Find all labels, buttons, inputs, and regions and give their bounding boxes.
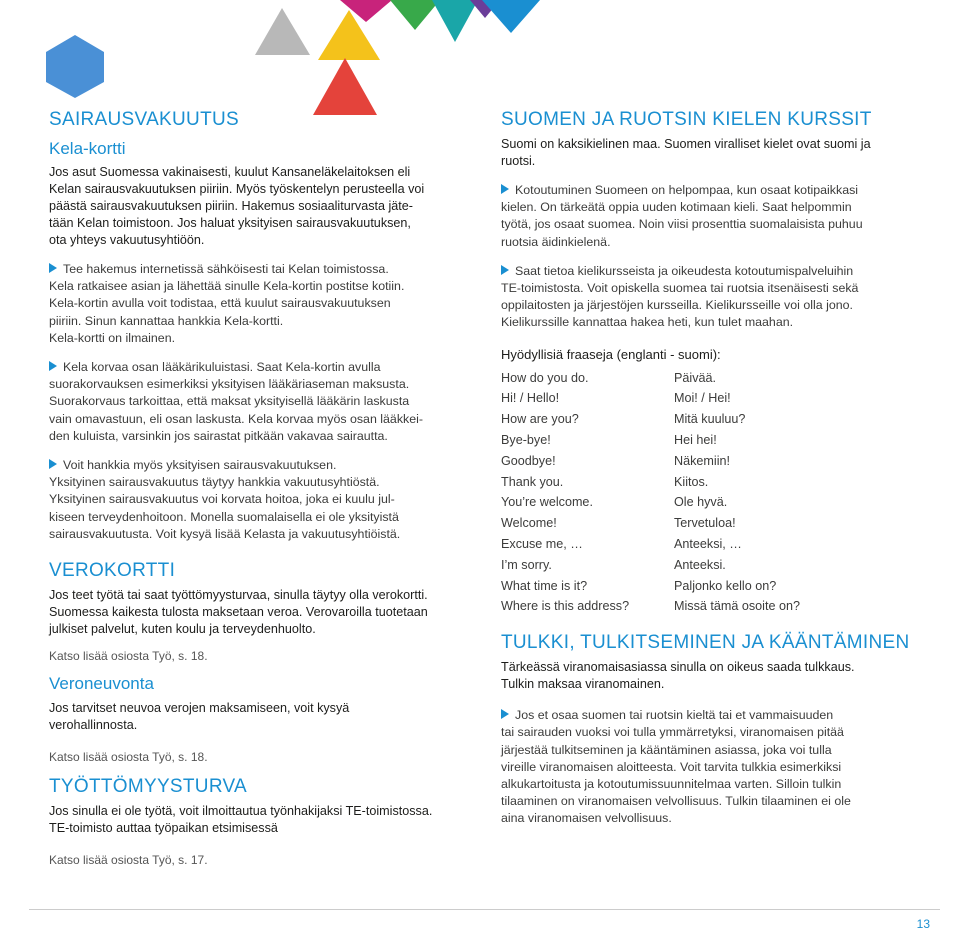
phrase-english: How are you?: [501, 412, 579, 427]
tulkki-bullet: [501, 707, 921, 827]
text-line: Suomi on kaksikielinen maa. Suomen viralliset kielet ovat suomi ja: [501, 137, 871, 151]
bullet-triangle-icon: [501, 184, 509, 194]
phrase-finnish: Anteeksi, …: [674, 537, 742, 551]
phrase-english: Excuse me, …: [501, 537, 583, 551]
verokortti-reference: Katso lisää osiosta Työ, s. 18.: [49, 649, 208, 664]
kielikurssit-heading: SUOMEN JA RUOTSIN KIELEN KURSSIT: [501, 109, 872, 130]
tyottomyysturva-reference: Katso lisää osiosta Työ, s. 17.: [49, 853, 208, 868]
phrase-english: How do you do.: [501, 370, 589, 385]
text-line: Jos teet työtä tai saat työttömyysturvaa, sinulla täytyy olla verokortti.: [49, 588, 428, 603]
red-triangle-shape: [313, 58, 377, 115]
phrase-finnish: Tervetuloa!: [674, 516, 736, 531]
kela-bullet-1: [49, 261, 469, 347]
text-line: julkiset palvelut, kuten koulu ja terveydenhuolto.: [49, 622, 316, 637]
verokortti-heading: VEROKORTTI: [49, 560, 176, 582]
phrase-english: Thank you.: [501, 474, 564, 489]
bullet-triangle-icon: [501, 265, 509, 275]
footer-divider: [29, 909, 940, 910]
text-line: Suorakorvaus tarkoittaa, että maksat yksityisellä lääkärin laskusta: [49, 394, 410, 409]
phrase-finnish: Mitä kuuluu?: [674, 412, 746, 427]
text-line: suorakorvauksen esimerkiksi yksityisen lääkäriaseman maksusta.: [49, 377, 410, 392]
phrase-english: What time is it?: [501, 578, 588, 593]
phrase-finnish: Hei hei!: [674, 433, 717, 448]
text-line: Kela-kortin avulla voit todistaa, että kuulut sairausvakuutuksen: [49, 296, 391, 311]
kela-kortti-subheading: Kela-kortti: [49, 139, 126, 158]
phrase-row: [501, 534, 921, 555]
text-line: vireille viranomaisen aloitteesta. Voit tarvita tulkkia esimerkiksi: [501, 759, 842, 774]
text-line: järjestää tulkitseminen ja kääntäminen asiassa, joka voi tulla: [501, 742, 832, 757]
text-line: ruotsia äidinkielenä.: [501, 234, 611, 249]
bullet-triangle-icon: [49, 459, 57, 469]
text-line: ota yhteys vakuutusyhtiöön.: [49, 233, 205, 247]
phrase-finnish: Moi! / Hei!: [674, 391, 731, 406]
blue-hexagon-shape: [46, 35, 104, 98]
left-column: [49, 108, 469, 868]
phrases-list: [501, 368, 921, 618]
text-line: oppilaitosten ja järjestöjen kursseilla. Kielikursseille voi olla jono.: [501, 298, 853, 313]
text-line: Tee hakemus internetissä sähköisesti tai Kelan toimistossa.: [63, 262, 389, 276]
text-line: kielen. On tärkeätä oppia uuden kotimaan kieli. Saat helpommin: [501, 200, 852, 215]
text-line: alkukartoitusta ja kotoutumissuunnitelmaa varten. Silloin tulkin: [501, 777, 842, 791]
kielikurssit-intro: [501, 136, 921, 170]
phrase-row: [501, 513, 921, 534]
text-line: Tulkin maksaa viranomainen.: [501, 677, 665, 692]
text-line: Kotoutuminen Suomeen on helpompaa, kun osaat kotipaikkasi: [515, 183, 859, 197]
kielikurssit-bullet-2: [501, 263, 921, 332]
phrase-row: [501, 472, 921, 493]
text-line: Kielikurssille kannattaa hakea heti, kun tulet maahan.: [501, 315, 794, 330]
phrase-finnish: Päivää.: [674, 370, 717, 385]
right-column: [501, 108, 921, 828]
phrase-finnish: Näkemiin!: [674, 453, 730, 468]
veroneuvonta-subheading: Veroneuvonta: [49, 674, 154, 694]
text-line: Jos sinulla ei ole työtä, voit ilmoittautua työnhakijaksi TE-toimistossa.: [49, 804, 433, 819]
text-line: Jos et osaa suomen tai ruotsin kieltä tai et vammaisuuden: [515, 708, 834, 723]
text-line: piiriin. Sinun kannattaa hankkia Kela-kortti.: [49, 313, 284, 328]
teal-triangle-shape: [432, 0, 478, 42]
text-line: kiseen terveydenhoitoon. Monella suomalaisella ei ole yksityistä: [49, 509, 399, 524]
text-line: Kela ratkaisee asian ja lähettää sinulle Kela-kortin postitse kotiin.: [49, 279, 405, 294]
text-line: Jos asut Suomessa vakinaisesti, kuulut Kansaneläkelaitoksen eli: [49, 165, 411, 179]
verokortti-paragraph: [49, 587, 469, 638]
phrase-row: [501, 388, 921, 409]
phrases-heading: Hyödyllisiä fraaseja (englanti - suomi):: [501, 346, 721, 362]
tulkki-intro: [501, 659, 921, 693]
phrase-finnish: Anteeksi.: [674, 557, 726, 572]
kielikurssit-bullet-1: [501, 182, 921, 251]
green-triangle-shape: [390, 0, 440, 30]
phrase-row: [501, 430, 921, 451]
text-line: päästä sairausvakuutuksen piiriin. Hakemus sosiaaliturvasta jäte-: [49, 199, 413, 213]
text-line: vain omavastuun, eli osan laskusta. Kela korvaa myös osan lääkkei-: [49, 411, 423, 426]
text-line: Yksityinen sairausvakuutus täytyy hankkia vakuutusyhtiöstä.: [49, 475, 380, 490]
phrase-finnish: Kiitos.: [674, 474, 709, 489]
text-line: TE-toimisto auttaa työpaikan etsimisessä: [49, 821, 278, 836]
text-line: sairausvakuutusta. Voit kysyä lisää Kelasta ja vakuutusyhtiöistä.: [49, 526, 401, 541]
text-line: tai sairauden vuoksi voi tulla ymmärretyksi, viranomaisen pitää: [501, 725, 844, 740]
veroneuvonta-reference: Katso lisää osiosta Työ, s. 18.: [49, 750, 208, 765]
phrase-row: [501, 555, 921, 576]
text-line: Saat tietoa kielikursseista ja oikeudesta kotoutumispalveluihin: [515, 263, 854, 278]
phrase-row: [501, 451, 921, 472]
phrase-finnish: Paljonko kello on?: [674, 578, 777, 593]
bullet-triangle-icon: [501, 709, 509, 719]
text-line: Suomessa kaikesta tulosta maksetaan veroa. Verovaroilla tuotetaan: [49, 605, 428, 620]
text-line: Kela-kortti on ilmainen.: [49, 330, 176, 345]
phrase-row: [501, 492, 921, 513]
kela-bullet-3: [49, 457, 469, 543]
text-line: Kelan sairausvakuutuksen piiriin. Myös työskentelyn perusteella voi: [49, 182, 425, 196]
phrase-row: [501, 576, 921, 597]
text-line: verohallinnosta.: [49, 718, 138, 733]
text-line: Jos tarvitset neuvoa verojen maksamiseen, voit kysyä: [49, 701, 350, 716]
phrase-english: Welcome!: [501, 516, 557, 531]
phrase-english: You’re welcome.: [501, 495, 593, 510]
text-line: työtä, jos osaat suomea. Noin viisi prosenttia suomalaisista puhuu: [501, 217, 863, 232]
text-line: aina viranomaisen velvollisuus.: [501, 811, 672, 826]
text-line: Yksityinen sairausvakuutus voi korvata hoitoa, joka ei kuulu jul-: [49, 492, 395, 507]
text-line: Voit hankkia myös yksityisen sairausvakuutuksen.: [63, 458, 337, 473]
phrase-row: [501, 596, 921, 617]
text-line: ruotsi.: [501, 154, 536, 168]
text-line: Kela korvaa osan lääkärikuluistasi. Saat Kela-kortin avulla: [63, 360, 381, 375]
tulkki-heading: TULKKI, TULKITSEMINEN JA KÄÄNTÄMINEN: [501, 632, 910, 654]
phrase-english: Bye-bye!: [501, 433, 551, 448]
phrase-finnish: Ole hyvä.: [674, 495, 728, 510]
text-line: Tärkeässä viranomaisasiassa sinulla on oikeus saada tulkkaus.: [501, 660, 855, 675]
tyottomyysturva-heading: TYÖTTÖMYYSTURVA: [49, 776, 248, 798]
bullet-triangle-icon: [49, 263, 57, 273]
decorative-header-shapes: [0, 0, 960, 120]
phrase-english: Goodbye!: [501, 453, 556, 468]
tyottomyysturva-paragraph: [49, 803, 469, 837]
page-number: 13: [916, 917, 930, 931]
text-line: tään Kelan toimistoon. Jos haluat yksityisen sairausvakuutuksen,: [49, 216, 411, 230]
phrase-english: Hi! / Hello!: [501, 391, 560, 406]
phrase-row: [501, 409, 921, 430]
grey-triangle-shape: [255, 8, 310, 55]
text-line: den kuluista, varsinkin jos sairastat pitkään vakavaa sairautta.: [49, 428, 388, 443]
kela-bullet-2: [49, 359, 469, 445]
bullet-triangle-icon: [49, 361, 57, 371]
veroneuvonta-paragraph: [49, 700, 469, 734]
sairausvakuutus-heading: SAIRAUSVAKUUTUS: [49, 109, 239, 130]
phrase-english: I’m sorry.: [501, 557, 552, 572]
phrase-finnish: Missä tämä osoite on?: [674, 599, 800, 614]
kela-intro-paragraph: [49, 164, 469, 249]
text-line: tilaaminen on viranomaisen velvollisuus. Tulkin tilaaminen ei ole: [501, 794, 851, 809]
blue-triangle-shape: [482, 0, 540, 33]
text-line: TE-toimistosta. Voit opiskella suomea tai ruotsia itsenäisesti sekä: [501, 281, 859, 296]
phrase-english: Where is this address?: [501, 599, 630, 614]
phrase-row: [501, 368, 921, 389]
